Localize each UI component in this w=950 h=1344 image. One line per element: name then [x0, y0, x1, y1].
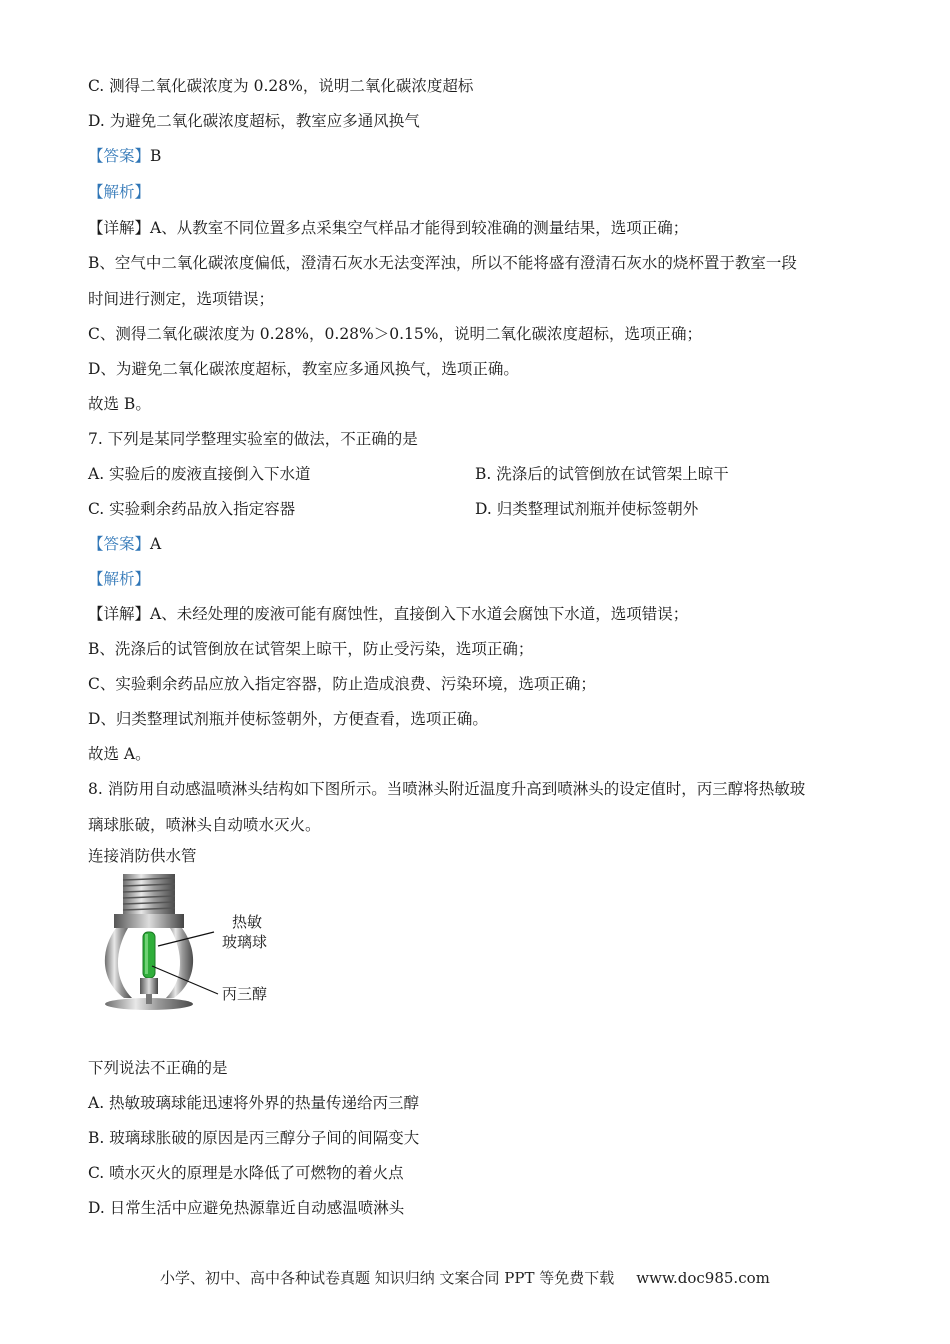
q6-detail-d: D、为避免二氧化碳浓度超标，教室应多通风换气，选项正确。	[88, 360, 519, 378]
thread-section	[123, 874, 175, 914]
q8-stem-line2: 璃球胀破，喷淋头自动喷水灭火。	[88, 816, 321, 834]
q7-stem: 7. 下列是某同学整理实验室的做法，不正确的是	[88, 430, 418, 448]
q7-detail-a	[88, 604, 688, 624]
bulb-seat	[140, 978, 158, 994]
figure-top-label: 连接消防供水管	[88, 847, 197, 865]
detail-text: A、未经处理的废液可能有腐蚀性，直接倒入下水道会腐蚀下水道，选项错误；	[150, 605, 689, 623]
label-glycerol: 丙三醇	[222, 985, 268, 1003]
q7-analysis-tag: 【解析】	[88, 570, 151, 588]
q7-detail-d: D、归类整理试剂瓶并使标签朝外，方便查看，选项正确。	[88, 710, 488, 728]
page-footer	[160, 1268, 770, 1288]
q7-option-c: C. 实验剩余药品放入指定容器	[88, 500, 296, 518]
detail-tag: 【详解】	[88, 219, 151, 237]
answer-value: A	[150, 535, 162, 553]
footer-text: 小学、初中、高中各种试卷真题 知识归纳 文案合同 PPT 等免费下载	[160, 1269, 615, 1287]
q6-detail-b2: 时间进行测定，选项错误；	[88, 290, 275, 308]
answer-tag: 【答案】	[88, 535, 151, 553]
sprinkler-figure	[96, 870, 296, 1030]
q7-conclusion: 故选 A。	[88, 745, 151, 763]
q8-stem-line1: 8. 消防用自动感温喷淋头结构如下图所示。当喷淋头附近温度升高到喷淋头的设定值时，丙三醇将热敏玻	[88, 780, 806, 798]
q8-option-a: A. 热敏玻璃球能迅速将外界的热量传递给丙三醇	[88, 1094, 420, 1112]
detail-text: A、从教室不同位置多点采集空气样品才能得到较准确的测量结果，选项正确；	[150, 219, 689, 237]
q6-answer	[88, 146, 161, 166]
footer-url-link[interactable]: www.doc985.com	[636, 1269, 770, 1287]
q8-option-b: B. 玻璃球胀破的原因是丙三醇分子间的间隔变大	[88, 1129, 420, 1147]
q6-detail-c: C、测得二氧化碳浓度为 0.28%，0.28%＞0.15%，说明二氧化碳浓度超标，选项正确；	[88, 325, 703, 343]
answer-value: B	[150, 147, 162, 165]
q8-question: 下列说法不正确的是	[88, 1059, 228, 1077]
q6-analysis-tag: 【解析】	[88, 183, 151, 201]
glass-ball	[143, 932, 155, 978]
frame-arm-left	[105, 928, 132, 998]
q6-detail-b1: B、空气中二氧化碳浓度偏低，澄清石灰水无法变浑浊，所以不能将盛有澄清石灰水的烧杯置于教室一段	[88, 254, 797, 272]
label-glass-ball: 玻璃球	[222, 933, 268, 951]
q6-conclusion: 故选 B。	[88, 395, 151, 413]
hex-body	[114, 914, 184, 928]
q8-option-c: C. 喷水灭火的原理是水降低了可燃物的着火点	[88, 1164, 404, 1182]
q6-detail-a	[88, 218, 688, 238]
detail-tag: 【详解】	[88, 605, 151, 623]
q7-option-d: D. 归类整理试剂瓶并使标签朝外	[475, 500, 699, 518]
q7-detail-b: B、洗涤后的试管倒放在试管架上晾干，防止受污染，选项正确；	[88, 640, 534, 658]
q6-option-c: C. 测得二氧化碳浓度为 0.28%，说明二氧化碳浓度超标	[88, 77, 474, 95]
answer-tag: 【答案】	[88, 147, 151, 165]
q7-option-b: B. 洗涤后的试管倒放在试管架上晾干	[475, 465, 729, 483]
q8-option-d: D. 日常生活中应避免热源靠近自动感温喷淋头	[88, 1199, 405, 1217]
label-heat-sensitive: 热敏	[232, 913, 263, 931]
q6-option-d: D. 为避免二氧化碳浓度超标，教室应多通风换气	[88, 112, 420, 130]
q7-option-a: A. 实验后的废液直接倒入下水道	[88, 465, 311, 483]
q7-detail-c: C、实验剩余药品应放入指定容器，防止造成浪费、污染环境，选项正确；	[88, 675, 596, 693]
q7-answer	[88, 534, 161, 554]
